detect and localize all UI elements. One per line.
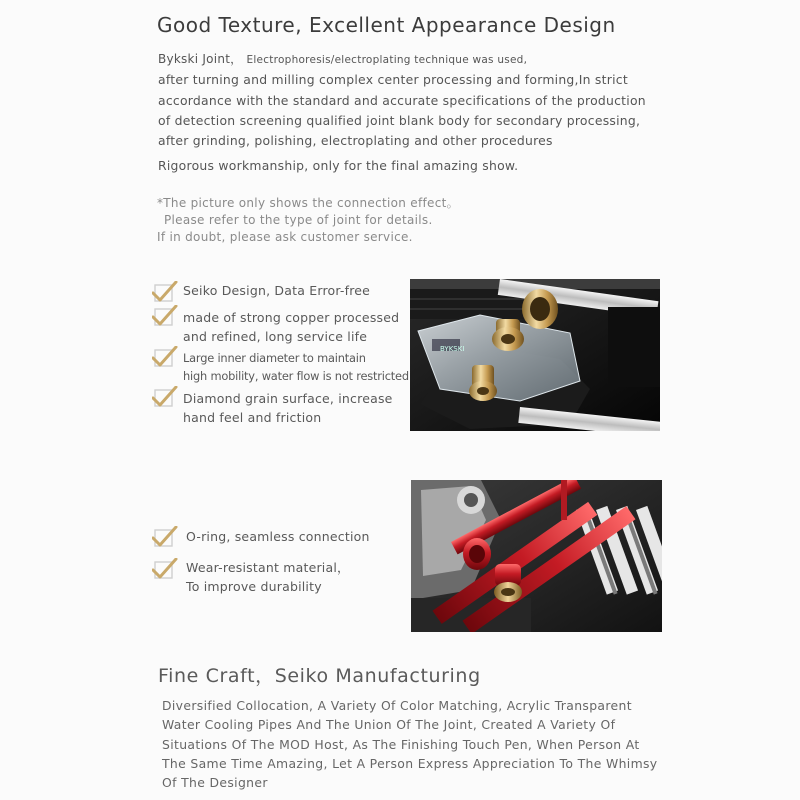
feature-item <box>183 283 370 298</box>
note-line: *The picture only shows the connection effect。 <box>157 196 459 210</box>
note-line: If in doubt, please ask customer service. <box>157 230 413 244</box>
intro-line: after turning and milling complex center processing and forming,In strict <box>158 72 628 88</box>
feature-text: Large inner diameter to maintain <box>183 351 366 365</box>
checkmark-icon <box>152 346 178 368</box>
feature-text: Wear-resistant material， <box>186 560 350 575</box>
intro-paragraph <box>158 49 678 151</box>
red-tube-fitting-photo <box>411 480 662 632</box>
feature-item <box>183 389 393 427</box>
checkmark-icon <box>152 558 178 580</box>
intro-line: after grinding, polishing, electroplating and other procedures <box>158 133 553 149</box>
page-title: Good Texture, Excellent Appearance Design <box>157 13 616 37</box>
feature-item <box>183 308 399 346</box>
feature-item <box>186 558 350 596</box>
intro-line: of detection screening qualified joint blank body for secondary processing, <box>158 112 641 128</box>
craft-line: Diversified Collocation, A Variety Of Color Matching, Acrylic Transparent <box>162 698 632 713</box>
intro-first-line <box>158 49 678 70</box>
feature-text: high mobility, water flow is not restricted <box>183 369 409 383</box>
checkmark-icon <box>152 526 178 548</box>
picture-note <box>157 195 459 246</box>
intro-lead: Bykski Joint， <box>158 52 243 66</box>
craft-line: The Same Time Amazing, Let A Person Express Appreciation To The Whimsy <box>162 755 658 771</box>
gold-fitting-photo <box>410 279 660 431</box>
feature-item <box>186 529 370 544</box>
feature-text: To improve durability <box>186 579 322 594</box>
checkmark-icon <box>152 305 178 327</box>
feature-text: O-ring, seamless connection <box>186 529 370 544</box>
checkmark-icon <box>152 281 178 303</box>
intro-lead-technique: Electrophoresis/electroplating technique was used, <box>246 54 528 66</box>
craft-title: Fine Craft，Seiko Manufacturing <box>158 665 481 687</box>
feature-text: and refined, long service life <box>183 329 368 344</box>
craft-line: Of The Designer <box>162 775 268 791</box>
intro-line: accordance with the standard and accurate specifications of the production <box>158 92 646 108</box>
feature-text: Diamond grain surface, increase <box>183 391 393 406</box>
craft-line: Situations Of The MOD Host, As The Finishing Touch Pen, When Person At <box>162 736 640 752</box>
feature-item <box>183 349 409 385</box>
bykski-print: BYKSKI <box>440 345 465 353</box>
note-line: Please refer to the type of joint for details. <box>164 213 433 227</box>
craft-paragraph <box>162 696 682 792</box>
craft-line: Water Cooling Pipes And The Union Of The Joint, Created A Variety Of <box>162 717 616 733</box>
checkmark-icon <box>152 386 178 408</box>
rigor-statement: Rigorous workmanship, only for the final amazing show. <box>158 158 519 173</box>
feature-text: hand feel and friction <box>183 410 322 425</box>
feature-text: Seiko Design, Data Error-free <box>183 283 371 298</box>
feature-text: made of strong copper processed <box>183 310 400 325</box>
